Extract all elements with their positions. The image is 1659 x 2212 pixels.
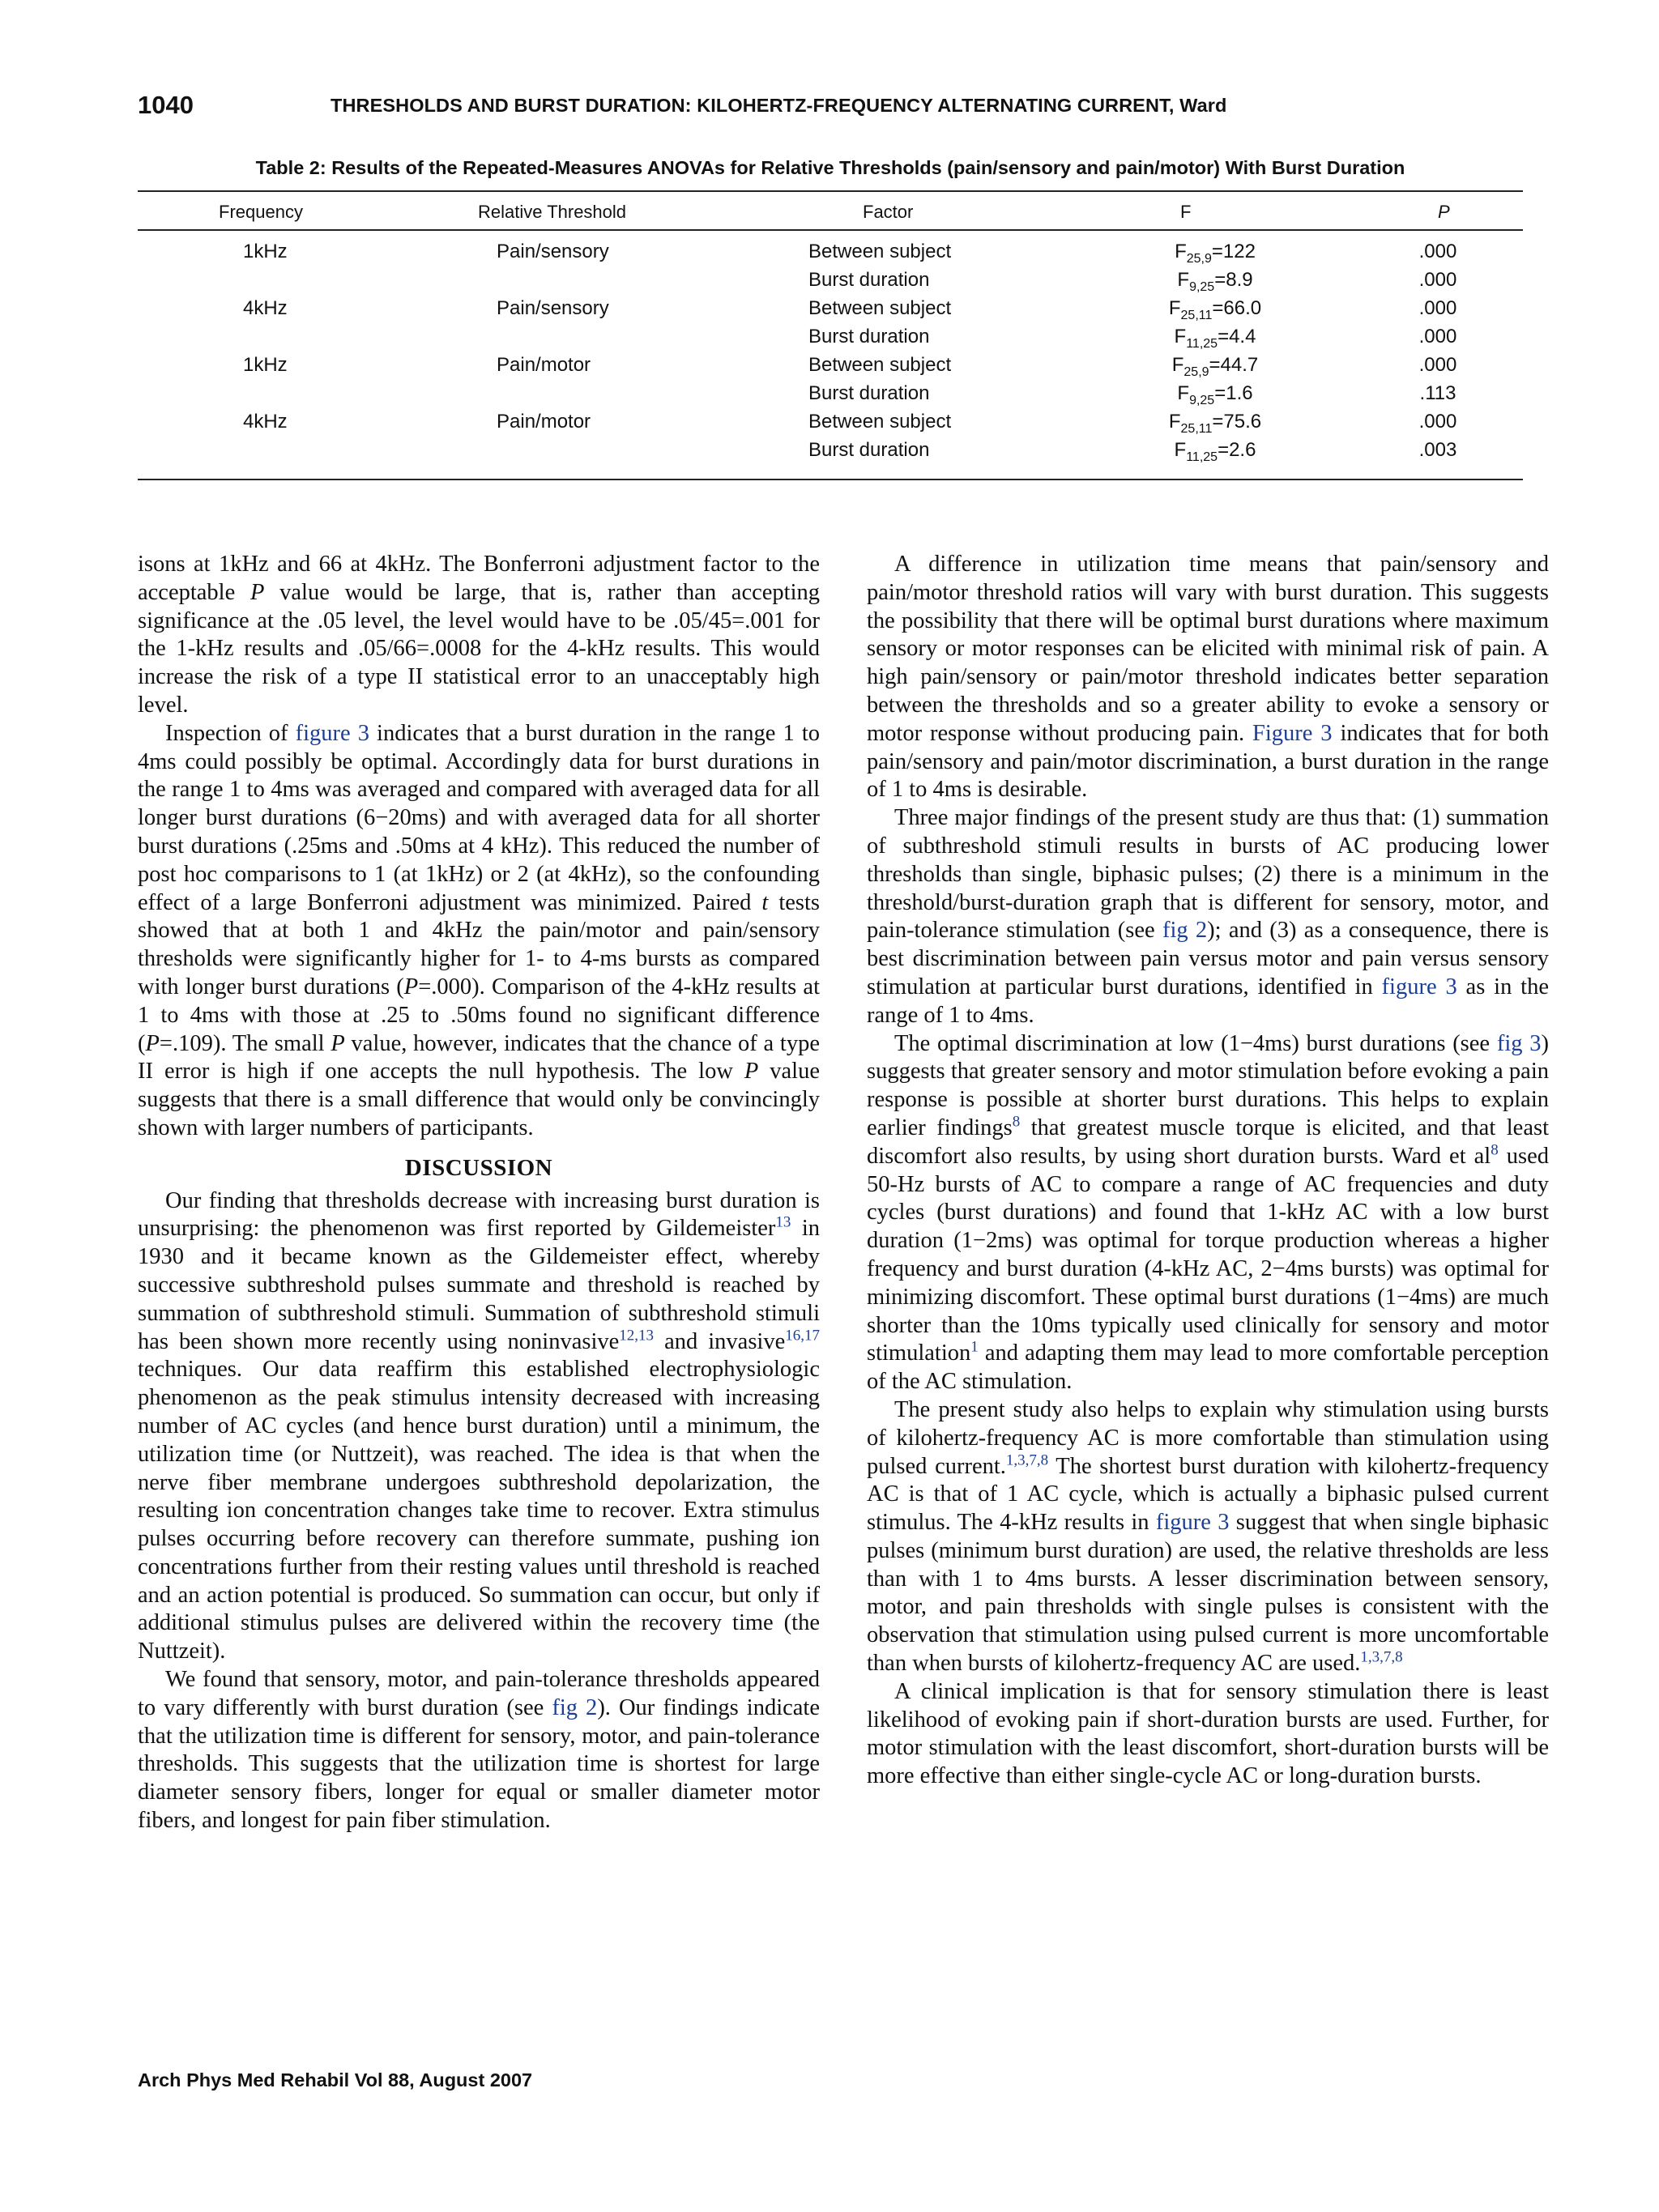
figure-3-link[interactable]: figure 3: [1155, 1510, 1230, 1536]
cell-factor: Burst duration: [808, 269, 930, 291]
table-row: [138, 354, 1523, 382]
f-df: 9,25: [1189, 279, 1215, 294]
text-run-italic: P: [145, 1030, 160, 1056]
text-run: ) suggests that greater sensory and motor stimulation before evoking a pain response is possible at shorter burst durations. This helps to explain earlier findings: [867, 1030, 1549, 1140]
table-row: [138, 382, 1523, 411]
cell-factor: Between subject: [808, 354, 952, 376]
text-run: in 1930 and it became known as the Gildemeister effect, whereby successive subthreshold pulses summate and threshold is reached by summation of subthreshold stimuli. Summation of subthreshold stimuli has been shown more recently using noninvasive: [138, 1216, 820, 1354]
table-body: [138, 231, 1523, 479]
f-value: =2.6: [1218, 439, 1256, 461]
text-run: Three major findings of the present study are thus that: (1) summation of subthreshold stimuli results in bursts of AC producing lower thresholds than single, biphasic pulses; (2) there is a minimum in the threshold/burst-duration graph that is different for sensory, motor, and pain-tolerance stimulation (see: [867, 805, 1549, 944]
f-df: 11,25: [1186, 450, 1218, 464]
cell-frequency: 4kHz: [243, 297, 288, 319]
discussion-heading: DISCUSSION: [404, 1154, 553, 1181]
f-value: =1.6: [1214, 382, 1253, 404]
table-row: [138, 439, 1523, 467]
text-run: The optimal discrimination at low (1−4ms) burst durations (see: [894, 1030, 1497, 1056]
paragraph: [138, 1666, 820, 1835]
table-header: [138, 192, 1523, 229]
text-run: Inspection of: [165, 720, 296, 746]
left-column: [138, 551, 820, 1835]
cell-f: $F_{11,25}=2.6$: [1174, 439, 1256, 464]
cell-factor: Burst duration: [808, 326, 930, 347]
table-caption: Table 2: Results of the Repeated-Measures ANOVAs for Relative Thresholds (pain/sensory and pain/motor) With Burst Duration: [255, 157, 1405, 178]
text-run: Our finding that thresholds decrease with increasing burst duration is unsurprising: the phenomenon was first reported by Gildemeister: [138, 1187, 820, 1242]
f-value: =75.6: [1212, 411, 1262, 433]
anova-table: [138, 190, 1523, 480]
text-run: A difference in utilization time means that pain/sensory and pain/motor threshold ratios will vary with burst duration. This suggests the possibility that there will be optimal burst durations where maximum sensory or motor responses can be elicited with minimal risk of pain. A high pain/sensory or pain/motor threshold indicates better separation between the thresholds and so a greater ability to evoke a sensory or motor response without producing pain.: [867, 552, 1549, 746]
cell-frequency: 4kHz: [243, 411, 288, 433]
text-run: used 50-Hz bursts of AC to compare a range of AC frequencies and duty cycles (burst durations) and found that 1-kHz AC with a low burst duration (1−2ms) was optimal for torque production whereas a higher frequency and burst duration (4-kHz AC, 2−4ms bursts) was optimal for minimizing discomfort. These optimal burst durations (1−4ms) are much shorter than the 10ms typically used clinically for sensory and motor stimulation: [867, 1143, 1549, 1366]
f-value: =8.9: [1214, 269, 1253, 291]
reference-link[interactable]: 1,3,7,8: [1005, 1451, 1049, 1468]
f-df: 25,11: [1180, 421, 1213, 436]
cell-p: .000: [1418, 354, 1457, 376]
reference-link[interactable]: 16,17: [785, 1327, 820, 1345]
cell-factor: Burst duration: [808, 439, 930, 461]
text-run: suggest that when single biphasic pulses (minimum burst duration) are used, the relative thresholds are less than with 1 to 4ms bursts. A lesser discrimination between sensory, motor, and pain thresholds with single pulses is consistent with the observation that stimulation using pulsed current is more uncomfortable than when bursts of kilohertz-frequency AC are used.: [867, 1510, 1549, 1677]
paragraph: [867, 1678, 1549, 1791]
running-title-text: THRESHOLDS AND BURST DURATION: KILOHERTZ-FREQUENCY ALTERNATING CURRENT,: [331, 95, 1175, 116]
text-run: as in the range of 1 to 4ms.: [867, 974, 1549, 1028]
journal-footer: Arch Phys Med Rehabil Vol 88, August 2007: [138, 2069, 533, 2091]
f-df: 25,11: [1180, 308, 1213, 322]
f-df: 9,25: [1189, 393, 1215, 407]
figure-3-link[interactable]: figure 3: [295, 720, 369, 746]
header-f: F: [1180, 202, 1192, 222]
page-number: 1040: [138, 91, 194, 119]
table-row: [138, 297, 1523, 326]
f-df: 25,9: [1186, 251, 1212, 266]
text-run-italic: P: [249, 579, 265, 605]
cell-p: .000: [1418, 326, 1457, 347]
text-run: =.000). Comparison of the 4-kHz results at 1 to 4ms with those at .25 to .50ms found no significant difference (: [138, 974, 820, 1056]
reference-link[interactable]: 8: [1012, 1113, 1021, 1131]
text-run: The present study also helps to explain why stimulation using bursts of kilohertz-frequency AC is more comfortable than stimulation using pulsed current.: [867, 1396, 1549, 1479]
reference-link[interactable]: 8: [1491, 1141, 1499, 1159]
table-row: [138, 241, 1523, 269]
header-factor: Factor: [863, 202, 914, 222]
cell-f: $F_{25,11}=66.0$: [1168, 297, 1262, 322]
f-value: =122: [1211, 241, 1256, 262]
text-run-italic: P: [403, 974, 419, 999]
text-run: value would be large, that is, rather than accepting significance at the .05 level, the level would have to be .05/45=.001 for the 1-kHz results and .05/66=.0008 for the 4-kHz results. This would increase the risk of a type II statistical error to an unacceptably high level.: [138, 579, 820, 718]
table-row: [138, 326, 1523, 354]
cell-factor: Between subject: [808, 411, 952, 433]
text-run: indicates that a burst duration in the range 1 to 4ms could possibly be optimal. Accordingly data for burst durations in the range 1 to 4ms was averaged and compared with averaged data for all longer burst durations (6−20ms) and with averaged data for all shorter burst durations (.25ms and .50ms at 4 kHz). This reduced the number of post hoc comparisons to 1 (at 1kHz) or 2 (at 4kHz), so the confounding effect of a large Bonferroni adjustment was minimized. Paired: [138, 720, 820, 915]
running-title-author: Ward: [1179, 95, 1227, 116]
table-row: [138, 269, 1523, 297]
paragraph: [138, 720, 820, 1143]
text-run: and adapting them may lead to more comfortable perception of the AC stimulation.: [867, 1340, 1549, 1395]
figure-2-link[interactable]: fig 2: [1162, 918, 1208, 944]
cell-p: .000: [1418, 411, 1457, 433]
text-run: indicates that for both pain/sensory and pain/motor discrimination, a burst duration in the range of 1 to 4ms is desirable.: [867, 720, 1549, 803]
reference-link[interactable]: 13: [775, 1213, 791, 1231]
cell-factor: Between subject: [808, 241, 952, 262]
text-run: value suggests that there is a small difference that would only be convincingly shown with larger numbers of participants.: [138, 1059, 820, 1140]
cell-f: $F_{9,25}=1.6$: [1177, 382, 1253, 407]
text-run: and invasive: [654, 1328, 786, 1354]
cell-f: $F_{25,9}=44.7$: [1171, 354, 1259, 379]
running-title: [331, 95, 1226, 117]
paragraph: [867, 804, 1549, 1029]
table-row: [138, 411, 1523, 439]
text-run-italic: P: [744, 1059, 759, 1085]
text-run-italic: t: [761, 889, 769, 915]
figure-3-link[interactable]: Figure 3: [1252, 720, 1333, 746]
text-run: techniques. Our data reaffirm this established electrophysiologic phenomenon as the peak stimulus intensity decreased with increasing number of AC cycles (and hence burst duration) until a minimum, the utilization time (or Nuttzeit), was reached. The idea is that when the nerve fiber membrane undergoes subthreshold depolarization, the resulting ion concentration changes take time to recover. Extra stimulus pulses occurring before recovery can therefore summate, pushing ion concentrations further from their resting values until threshold is reached and an action potential is produced. So summation can occur, but only if additional stimulus pulses are delivered within the recovery time (the Nuttzeit).: [138, 1357, 820, 1664]
cell-threshold: Pain/sensory: [497, 241, 609, 262]
paragraph: [867, 1030, 1549, 1396]
f-value: =44.7: [1209, 354, 1259, 376]
cell-factor: Burst duration: [808, 382, 930, 404]
paragraph: [138, 1187, 820, 1667]
cell-frequency: 1kHz: [243, 241, 288, 262]
reference-link[interactable]: 12,13: [619, 1327, 655, 1345]
text-run: value, however, indicates that the chance of a type II error is high if one accepts the null hypothesis. The low: [138, 1030, 820, 1085]
cell-frequency: 1kHz: [243, 354, 288, 376]
cell-f: $F_{25,11}=75.6$: [1168, 411, 1262, 436]
header-frequency: Frequency: [219, 202, 303, 222]
cell-p: .003: [1418, 439, 1457, 461]
text-run: ). Our findings indicate that the utilization time is different for sensory, motor, and pain-tolerance thresholds. This suggests that the utilization time is shortest for large diameter sensory fibers, longer for equal or smaller diameter motor fibers, and longest for pain fiber stimulation.: [138, 1694, 820, 1834]
text-run: tests showed that at both 1 and 4kHz the pain/motor and pain/sensory thresholds were significantly higher for 1- to 4-ms bursts as compared with longer burst durations (: [138, 889, 820, 999]
cell-threshold: Pain/motor: [497, 411, 591, 433]
text-run: isons at 1kHz and 66 at 4kHz. The Bonferroni adjustment factor to the acceptable: [138, 552, 820, 605]
cell-p: .000: [1418, 241, 1457, 262]
cell-p: .000: [1418, 297, 1457, 319]
f-df: 11,25: [1186, 336, 1218, 351]
cell-threshold: Pain/sensory: [497, 297, 609, 319]
figure-3-link[interactable]: figure 3: [1381, 974, 1457, 999]
figure-3-link[interactable]: fig 3: [1496, 1030, 1542, 1056]
reference-link[interactable]: 1,3,7,8: [1360, 1648, 1403, 1666]
header-relative-threshold: Relative Threshold: [478, 202, 627, 222]
cell-factor: Between subject: [808, 297, 952, 319]
right-column: [867, 551, 1549, 1791]
cell-threshold: Pain/motor: [497, 354, 591, 376]
text-run: =.109). The small: [159, 1030, 331, 1056]
paragraph: [867, 1396, 1549, 1678]
text-run-italic: P: [331, 1030, 345, 1056]
text-run: that greatest muscle torque is elicited, and that least discomfort also results, by using short duration bursts. Ward et al: [867, 1115, 1549, 1169]
text-run: The shortest burst duration with kilohertz-frequency AC is that of 1 AC cycle, which is actually a biphasic pulsed current stimulus. The 4-kHz results in: [867, 1453, 1549, 1536]
paragraph: [138, 551, 820, 720]
table-bottom-rule: [138, 479, 1523, 480]
cell-p: .000: [1418, 269, 1457, 291]
header-p: P: [1438, 202, 1450, 222]
cell-f: $F_{9,25}=8.9$: [1177, 269, 1253, 294]
reference-link[interactable]: 1: [970, 1338, 979, 1356]
figure-2-link[interactable]: fig 2: [552, 1694, 598, 1720]
cell-f: $F_{11,25}=4.4$: [1174, 326, 1256, 351]
f-df: 25,9: [1183, 364, 1209, 379]
f-value: =66.0: [1212, 297, 1262, 319]
text-run: We found that sensory, motor, and pain-tolerance thresholds appeared to vary differently with burst duration (see: [138, 1667, 820, 1720]
text-run: ); and (3) as a consequence, there is best discrimination between pain versus motor and pain versus sensory stimulation at particular burst durations, identified in: [867, 918, 1549, 999]
text-run: A clinical implication is that for sensory stimulation there is least likelihood of evoking pain if short-duration bursts are used. Further, for motor stimulation with the least discomfort, short-duration bursts will be more effective than either single-cycle AC or long-duration bursts.: [867, 1678, 1549, 1789]
running-head: [138, 91, 1523, 123]
cell-f: $F_{25,9}=122$: [1175, 241, 1256, 266]
f-value: =4.4: [1218, 326, 1256, 347]
paragraph: [867, 551, 1549, 804]
cell-p: .113: [1419, 382, 1456, 404]
